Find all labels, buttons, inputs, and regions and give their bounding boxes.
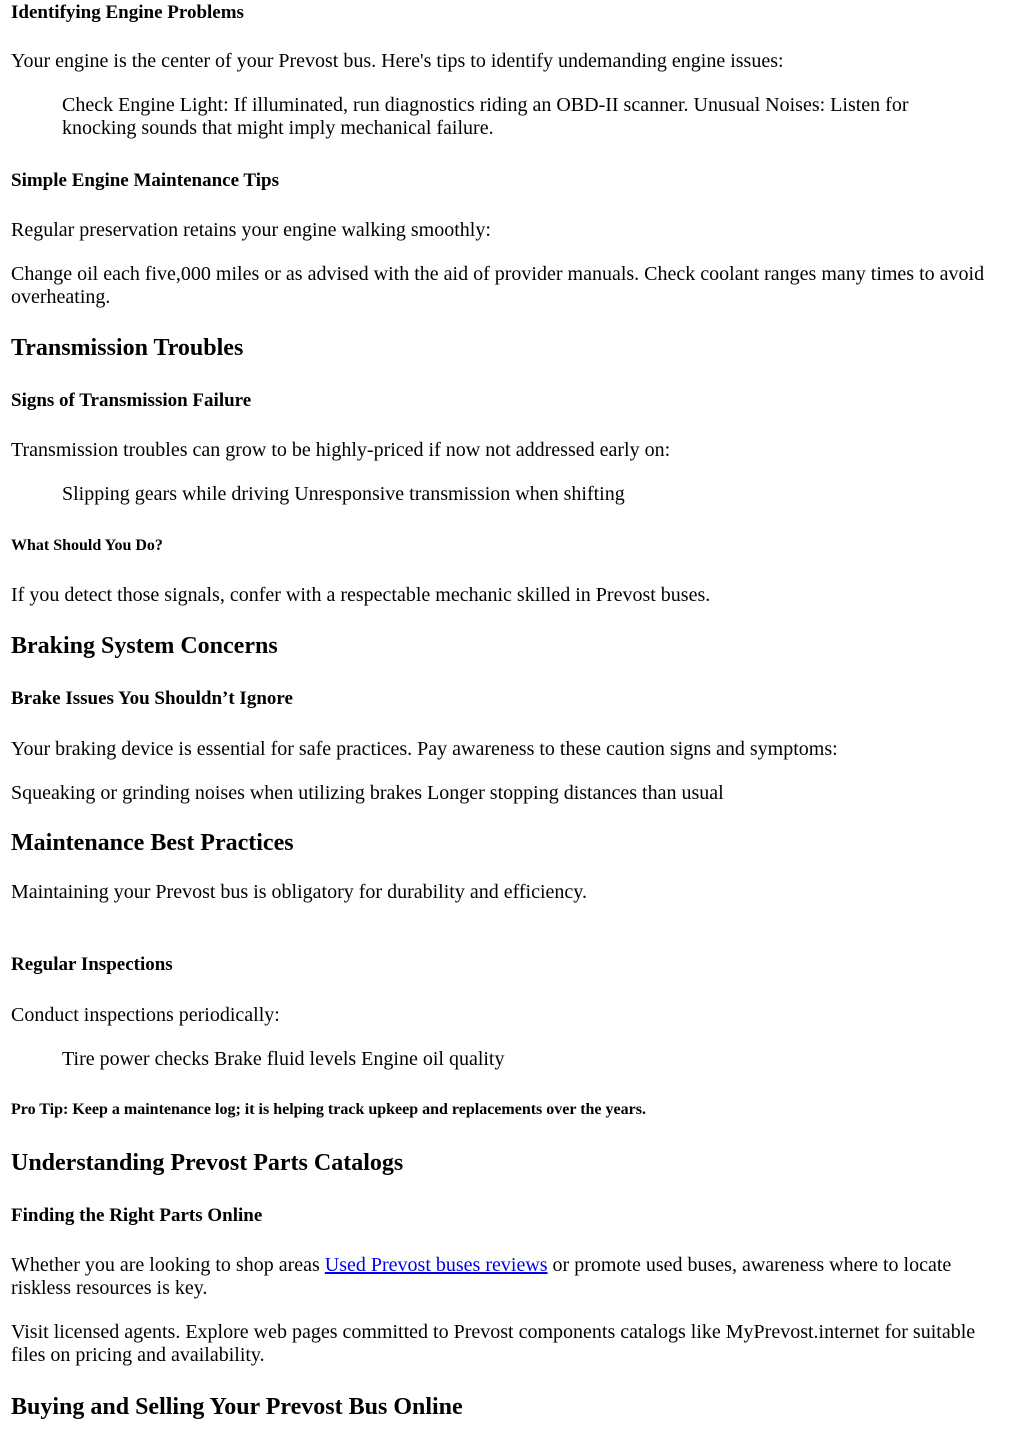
blockquote-transmission-signs: Slipping gears while driving Unresponsive transmission when shifting [62, 483, 625, 505]
paragraph-licensed-agents: Visit licensed agents. Explore web pages committed to Prevost components catalogs like MyPrevost.internet for suitable files on pricing and availability. [11, 1321, 976, 1366]
paragraph-transmission-intro: Transmission troubles can grow to be highly-priced if now not addressed early on: [11, 439, 671, 461]
heading-buying-selling-online: Buying and Selling Your Prevost Bus Online [11, 1394, 463, 1420]
heading-brake-issues: Brake Issues You Shouldn’t Ignore [11, 688, 293, 709]
blockquote-inspection-items: Tire power checks Brake fluid levels Engine oil quality [62, 1048, 505, 1070]
heading-regular-inspections: Regular Inspections [11, 954, 173, 975]
heading-maintenance-best-practices: Maintenance Best Practices [11, 830, 294, 856]
paragraph-brake-signs: Squeaking or grinding noises when utilizing brakes Longer stopping distances than usual [11, 782, 724, 804]
blockquote-engine-checks: Check Engine Light: If illuminated, run diagnostics riding an OBD-II scanner. Unusual Noises: Listen for knocking sounds that might imply mechanical failure. [62, 94, 909, 139]
paragraph-finding-parts-start: Whether you are looking to shop areas [11, 1254, 325, 1276]
paragraph-inspections-intro: Conduct inspections periodically: [11, 1004, 280, 1026]
paragraph-maintenance-importance: Maintaining your Prevost bus is obligatory for durability and efficiency. [11, 881, 587, 903]
heading-signs-transmission-failure: Signs of Transmission Failure [11, 390, 252, 411]
link-used-prevost-buses-reviews[interactable]: Used Prevost buses reviews [324, 1254, 548, 1276]
heading-what-should-you-do: What Should You Do? [11, 537, 163, 554]
paragraph-oil-coolant: Change oil each five,000 miles or as advised with the aid of provider manuals. Check coolant ranges many times to avoid overheating. [11, 263, 985, 308]
heading-transmission-troubles: Transmission Troubles [11, 335, 244, 361]
heading-finding-right-parts: Finding the Right Parts Online [11, 1205, 263, 1226]
paragraph-finding-parts-end: or promote used buses, awareness where to locate riskless resources is key. [11, 1254, 952, 1299]
heading-identifying-engine-problems: Identifying Engine Problems [11, 2, 244, 23]
paragraph-engine-intro: Your engine is the center of your Prevost bus. Here's tips to identify undemanding engine issues: [11, 50, 784, 72]
paragraph-braking-intro: Your braking device is essential for safe practices. Pay awareness to these caution signs and symptoms: [11, 738, 838, 760]
heading-simple-engine-maintenance: Simple Engine Maintenance Tips [11, 170, 279, 191]
heading-understanding-parts-catalogs: Understanding Prevost Parts Catalogs [11, 1150, 404, 1176]
paragraph-maintenance-intro: Regular preservation retains your engine walking smoothly: [11, 219, 491, 241]
paragraph-finding-parts [11, 1254, 1011, 1300]
heading-braking-system-concerns: Braking System Concerns [11, 633, 278, 659]
paragraph-consult-mechanic: If you detect those signals, confer with a respectable mechanic skilled in Prevost buses. [11, 584, 711, 606]
heading-pro-tip: Pro Tip: Keep a maintenance log; it is helping track upkeep and replacements over the years. [11, 1101, 646, 1118]
